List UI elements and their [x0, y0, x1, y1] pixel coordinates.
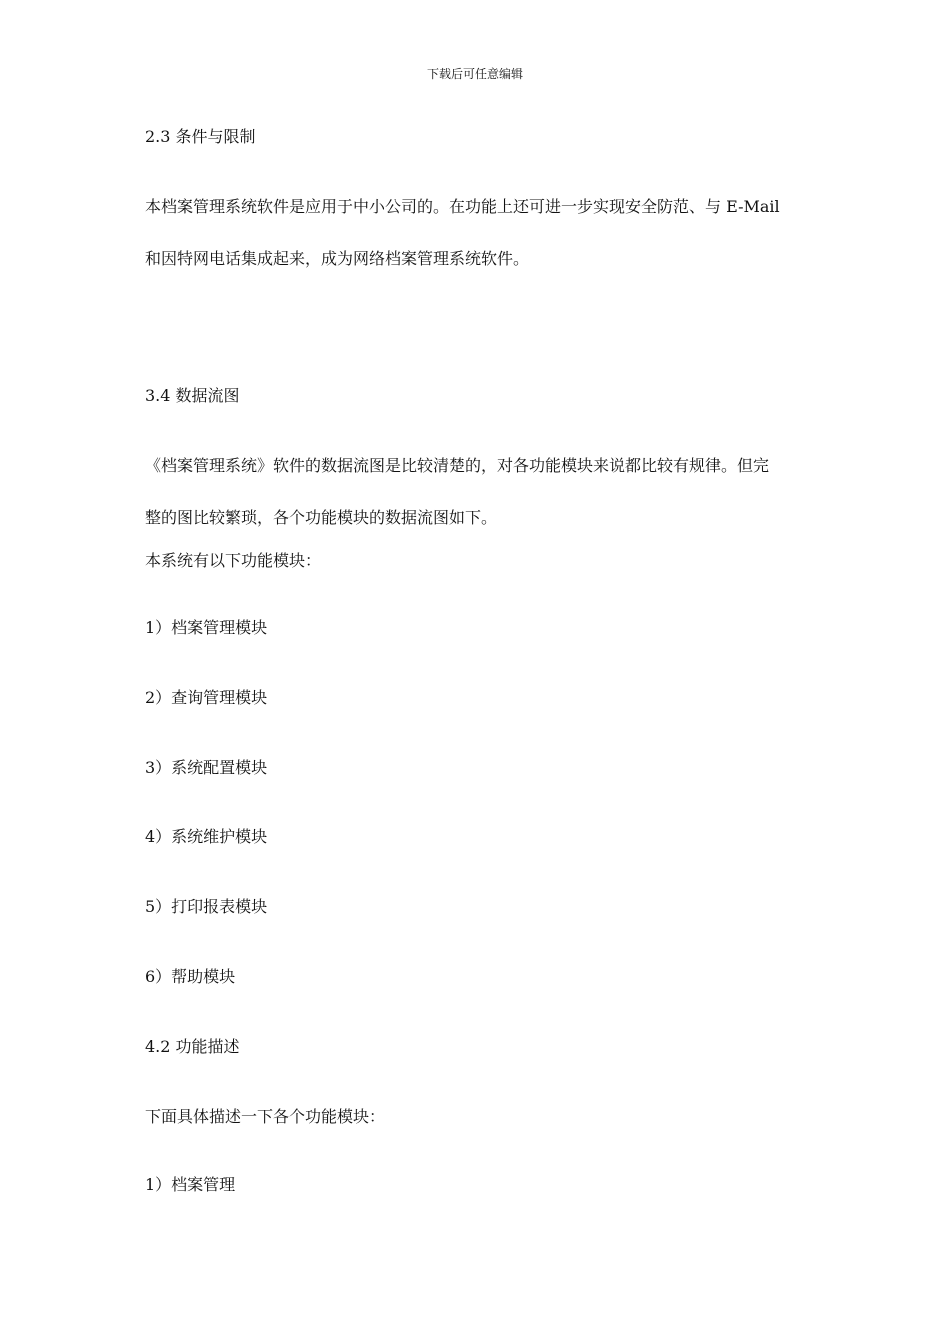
paragraph-line: 整的图比较繁琐，各个功能模块的数据流图如下。	[145, 508, 498, 527]
module-list-item: 2）查询管理模块	[145, 688, 268, 707]
section-heading-3-4: 3.4 数据流图	[145, 386, 240, 405]
section-heading-4-2: 4.2 功能描述	[145, 1037, 240, 1056]
paragraph-line: 《档案管理系统》软件的数据流图是比较清楚的，对各功能模块来说都比较有规律。但完	[145, 456, 770, 475]
paragraph-line: 和因特网电话集成起来，成为网络档案管理系统软件。	[145, 249, 530, 268]
paragraph-line: 本档案管理系统软件是应用于中小公司的。在功能上还可进一步实现安全防范、与 E-Mail	[145, 197, 780, 216]
module-list-item: 3）系统配置模块	[145, 758, 268, 777]
page-header: 下载后可任意编辑	[426, 67, 523, 81]
module-list-item: 4）系统维护模块	[145, 827, 268, 846]
module-list-item: 5）打印报表模块	[145, 897, 268, 916]
modules-intro: 本系统有以下功能模块：	[145, 551, 322, 570]
function-list-item: 1）档案管理	[145, 1175, 236, 1194]
function-intro: 下面具体描述一下各个功能模块：	[145, 1107, 386, 1126]
module-list-item: 6）帮助模块	[145, 967, 236, 986]
module-list-item: 1）档案管理模块	[145, 618, 268, 637]
section-heading-2-3: 2.3 条件与限制	[145, 127, 256, 146]
